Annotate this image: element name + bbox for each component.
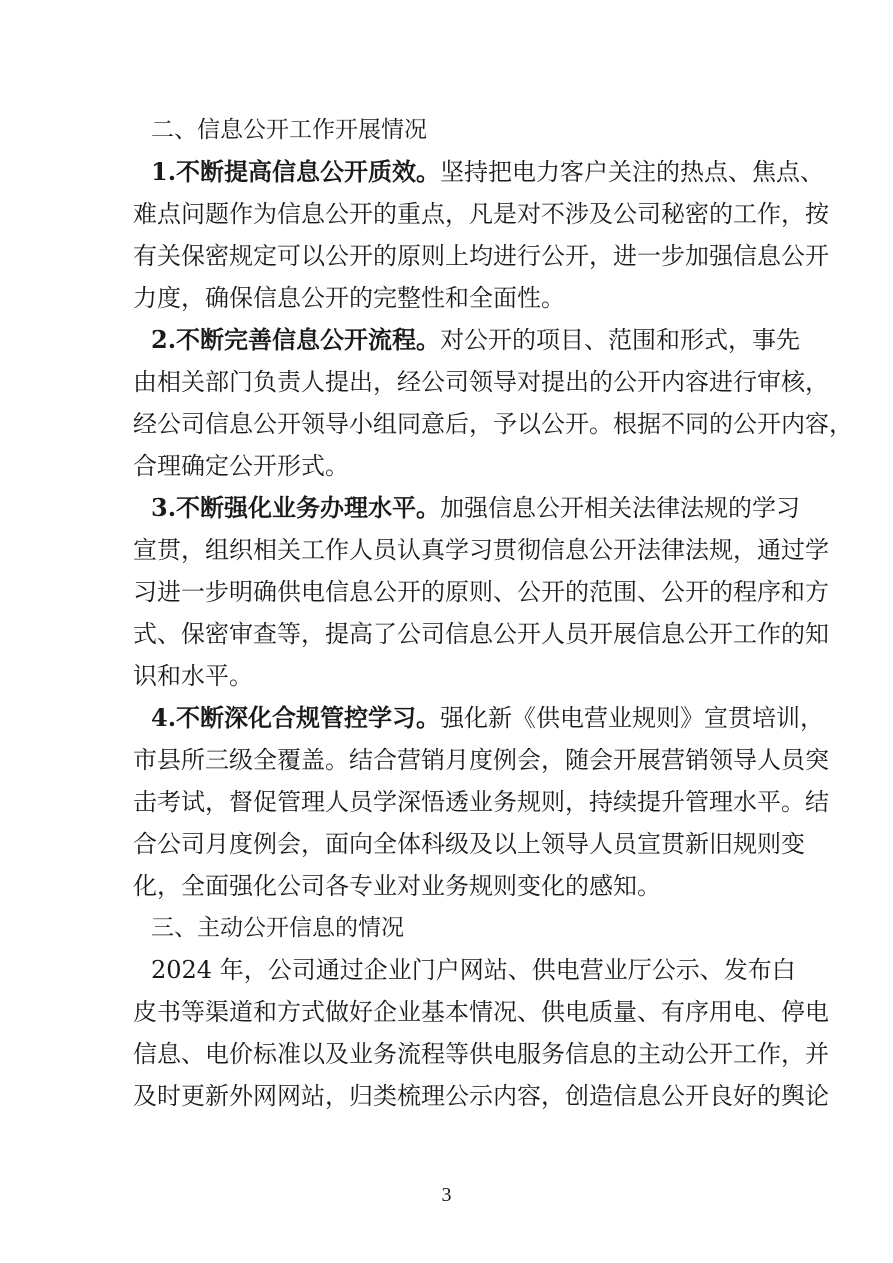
paragraph-text: 击考试，督促管理人员学深悟透业务规则，持续提升管理水平。结 (133, 788, 829, 816)
text-line: 2024 年，公司通过企业门户网站、供电营业厅公示、发布白 (151, 956, 796, 984)
text-line: 信息、电价标准以及业务流程等供电服务信息的主动公开工作，并 (133, 1040, 829, 1068)
text-line (133, 529, 829, 571)
paragraph-text: 合理确定公开形式。 (133, 452, 349, 480)
paragraph-text: 识和水平。 (133, 662, 253, 690)
text-line (133, 403, 853, 445)
text-line (133, 739, 829, 781)
paragraph (133, 697, 829, 907)
text-line: 皮书等渠道和方式做好企业基本情况、供电质量、有序用电、停电 (133, 998, 829, 1026)
paragraph-lead: 4.不断深化合规管控学习。 (151, 703, 441, 732)
paragraph-text: 习进一步明确供电信息公开的原则、公开的范围、公开的程序和方 (133, 578, 829, 606)
text-line (133, 445, 790, 487)
document-body (133, 109, 853, 1117)
text-line: 及时更新外网网站，归类梳理公示内容，创造信息公开良好的舆论 (133, 1082, 829, 1110)
text-line (133, 781, 829, 823)
paragraph-text: 加强信息公开相关法律法规的学习 (440, 494, 801, 522)
paragraph-text: 有关保密规定可以公开的原则上均进行公开，进一步加强信息公开 (133, 242, 829, 270)
paragraph-text: 市县所三级全覆盖。结合营销月度例会，随会开展营销领导人员突 (133, 746, 829, 774)
text-line (133, 277, 790, 319)
text-line (133, 571, 829, 613)
page-number: 3 (441, 1184, 452, 1206)
text-line (133, 235, 829, 277)
paragraph-text: 宣贯，组织相关工作人员认真学习贯彻信息公开法律法规，通过学 (133, 536, 829, 564)
text-line (133, 361, 829, 403)
paragraph-text: 合公司月度例会，面向全体科级及以上领导人员宣贯新旧规则变 (133, 830, 805, 858)
paragraph-text: 对公开的项目、范围和形式，事先 (440, 326, 801, 354)
paragraph-text: 强化新《供电营业规则》宣贯培训， (440, 704, 825, 732)
text-line (133, 319, 801, 361)
paragraph-lead: 2.不断完善信息公开流程。 (151, 325, 441, 354)
text-line (133, 487, 801, 529)
paragraph-lead: 1.不断提高信息公开质效。 (151, 157, 441, 186)
text-line (133, 613, 829, 655)
paragraph (133, 319, 853, 487)
paragraph-text: 坚持把电力客户关注的热点、焦点、 (440, 158, 825, 186)
text-line (133, 193, 829, 235)
paragraph-text: 难点问题作为信息公开的重点，凡是对不涉及公司秘密的工作，按 (133, 200, 829, 228)
paragraph-text: 由相关部门负责人提出，经公司领导对提出的公开内容进行审核， (133, 368, 829, 396)
paragraph-text: 力度，确保信息公开的完整性和全面性。 (133, 284, 565, 312)
text-line (133, 655, 790, 697)
paragraph-text: 式、保密审查等，提高了公司信息公开人员开展信息公开工作的知 (133, 620, 829, 648)
section2-items (133, 151, 853, 907)
paragraph-text: 化，全面强化公司各专业对业务规则变化的感知。 (133, 872, 661, 900)
paragraph-text: 经公司信息公开领导小组同意后，予以公开。根据不同的公开内容， (133, 410, 853, 438)
paragraph-lead: 3.不断强化业务办理水平。 (151, 493, 441, 522)
text-line (133, 151, 825, 193)
section-heading: 二、信息公开工作开展情况 (151, 117, 427, 143)
text-line (133, 697, 825, 739)
paragraph (133, 151, 829, 319)
section3-paragraph (133, 949, 829, 1117)
paragraph (133, 487, 829, 697)
text-line (133, 865, 790, 907)
text-line (133, 823, 805, 865)
section-heading: 三、主动公开信息的情况 (151, 915, 404, 941)
